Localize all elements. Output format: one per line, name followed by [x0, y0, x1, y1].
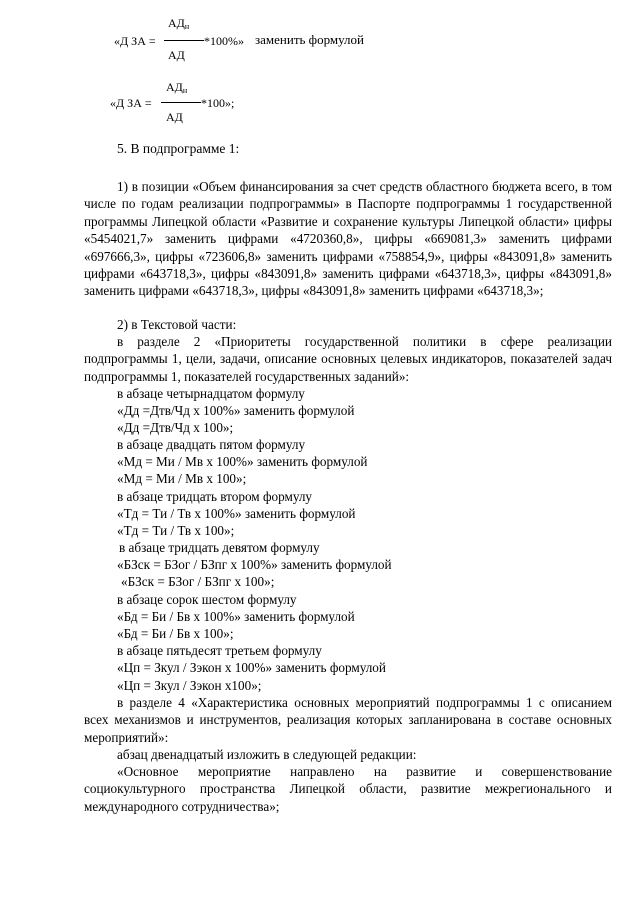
list-item: «Бд = Би / Бв х 100%» заменить формулой — [117, 609, 355, 624]
paragraph-2-text: в разделе 2 «Приоритеты государственной политики в сфере реализации подпрограммы 1, цели, задачи, описание основных целевых индикаторов, показателей задач подпрограммы 1, показателей государственных заданий»: — [84, 334, 612, 384]
list-item: «Мд = Ми / Мв х 100»; — [117, 471, 247, 486]
paragraph-3-text: в разделе 4 «Характеристика основных мероприятий подпрограммы 1 с описанием всех механизмов и инструментов, реализация которых запланирована в составе основных мероприятий»: — [84, 695, 612, 745]
list-item: в абзаце двадцать пятом формулу — [117, 437, 306, 452]
formula-2-denominator: АД — [166, 110, 183, 124]
paragraph-4-lead: абзац двенадцатый изложить в следующей редакции: — [117, 747, 417, 762]
formula-1-right: *100%» — [204, 34, 244, 48]
formula-1-denominator: АД — [168, 48, 185, 62]
list-item: «Мд = Ми / Мв х 100%» заменить формулой — [117, 454, 368, 469]
paragraph-2 — [84, 333, 612, 385]
paragraph-3 — [84, 694, 612, 746]
list-item: «БЗск = БЗог / БЗпг х 100»; — [121, 574, 275, 589]
list-item: в абзаце сорок шестом формулу — [117, 592, 297, 607]
list-item: в абзаце тридцать девятом формулу — [119, 540, 320, 555]
list-item: «Дд =Дтв/Чд х 100»; — [117, 420, 234, 435]
list-item: «Цп = Зкул / Зэкон х100»; — [117, 678, 262, 693]
formula-2-numerator: $АД_н$ — [166, 80, 188, 95]
list-item: «Дд =Дтв/Чд х 100%» заменить формулой — [117, 403, 355, 418]
formula-1-left: «Д ЗА = — [114, 34, 156, 48]
formula-1-note: заменить формулой — [255, 32, 365, 47]
list-item: «Цп = Зкул / Зэкон х 100%» заменить формулой — [117, 660, 386, 675]
list-item: в абзаце четырнадцатом формулу — [117, 386, 305, 401]
paragraph-5 — [84, 763, 612, 815]
list-item: «Тд = Ти / Тв х 100»; — [117, 523, 235, 538]
formula-2-right: *100»; — [201, 96, 235, 110]
list-item: в абзаце пятьдесят третьем формулу — [117, 643, 322, 658]
paragraph-5-text: «Основное мероприятие направлено на развитие и совершенствование социокультурного пространства Липецкой области, развитие межрегионального и международного сотрудничества»; — [84, 764, 612, 814]
section-heading: 5. В подпрограмме 1: — [117, 141, 240, 156]
formula-1-numerator: $АД_н$ — [168, 16, 190, 31]
formula-2-left: «Д ЗА = — [110, 96, 152, 110]
list-item: «Бд = Би / Бв х 100»; — [117, 626, 234, 641]
list-item: «Тд = Ти / Тв х 100%» заменить формулой — [117, 506, 356, 521]
item-2-heading: 2) в Текстовой части: — [117, 317, 237, 332]
list-item: «БЗск = БЗог / БЗпг х 100%» заменить формулой — [117, 557, 392, 572]
formula-2-fraction-bar — [161, 102, 201, 103]
paragraph-1 — [84, 178, 612, 300]
formula-1-fraction-bar — [164, 40, 204, 41]
paragraph-1-text: 1) в позиции «Объем финансирования за счет средств областного бюджета всего, в том числе по годам реализации подпрограммы» в Паспорте подпрограммы 1 государственной программы Липецкой области «Развитие и сохранение культуры Липецкой области» цифры «5454021,7» заменить цифрами «4720360,8», цифры «669081,3» заменить цифрами «697666,3», цифры «723606,8» заменить цифрами «758854,9», цифры «843091,8» заменить цифрами «643718,3», цифры «843091,8» заменить цифрами «643718,3», цифры «843091,8» заменить цифрами «643718,3», цифры «843091,8» заменить цифрами «643718,3»; — [84, 179, 612, 299]
list-item: в абзаце тридцать втором формулу — [117, 489, 313, 504]
